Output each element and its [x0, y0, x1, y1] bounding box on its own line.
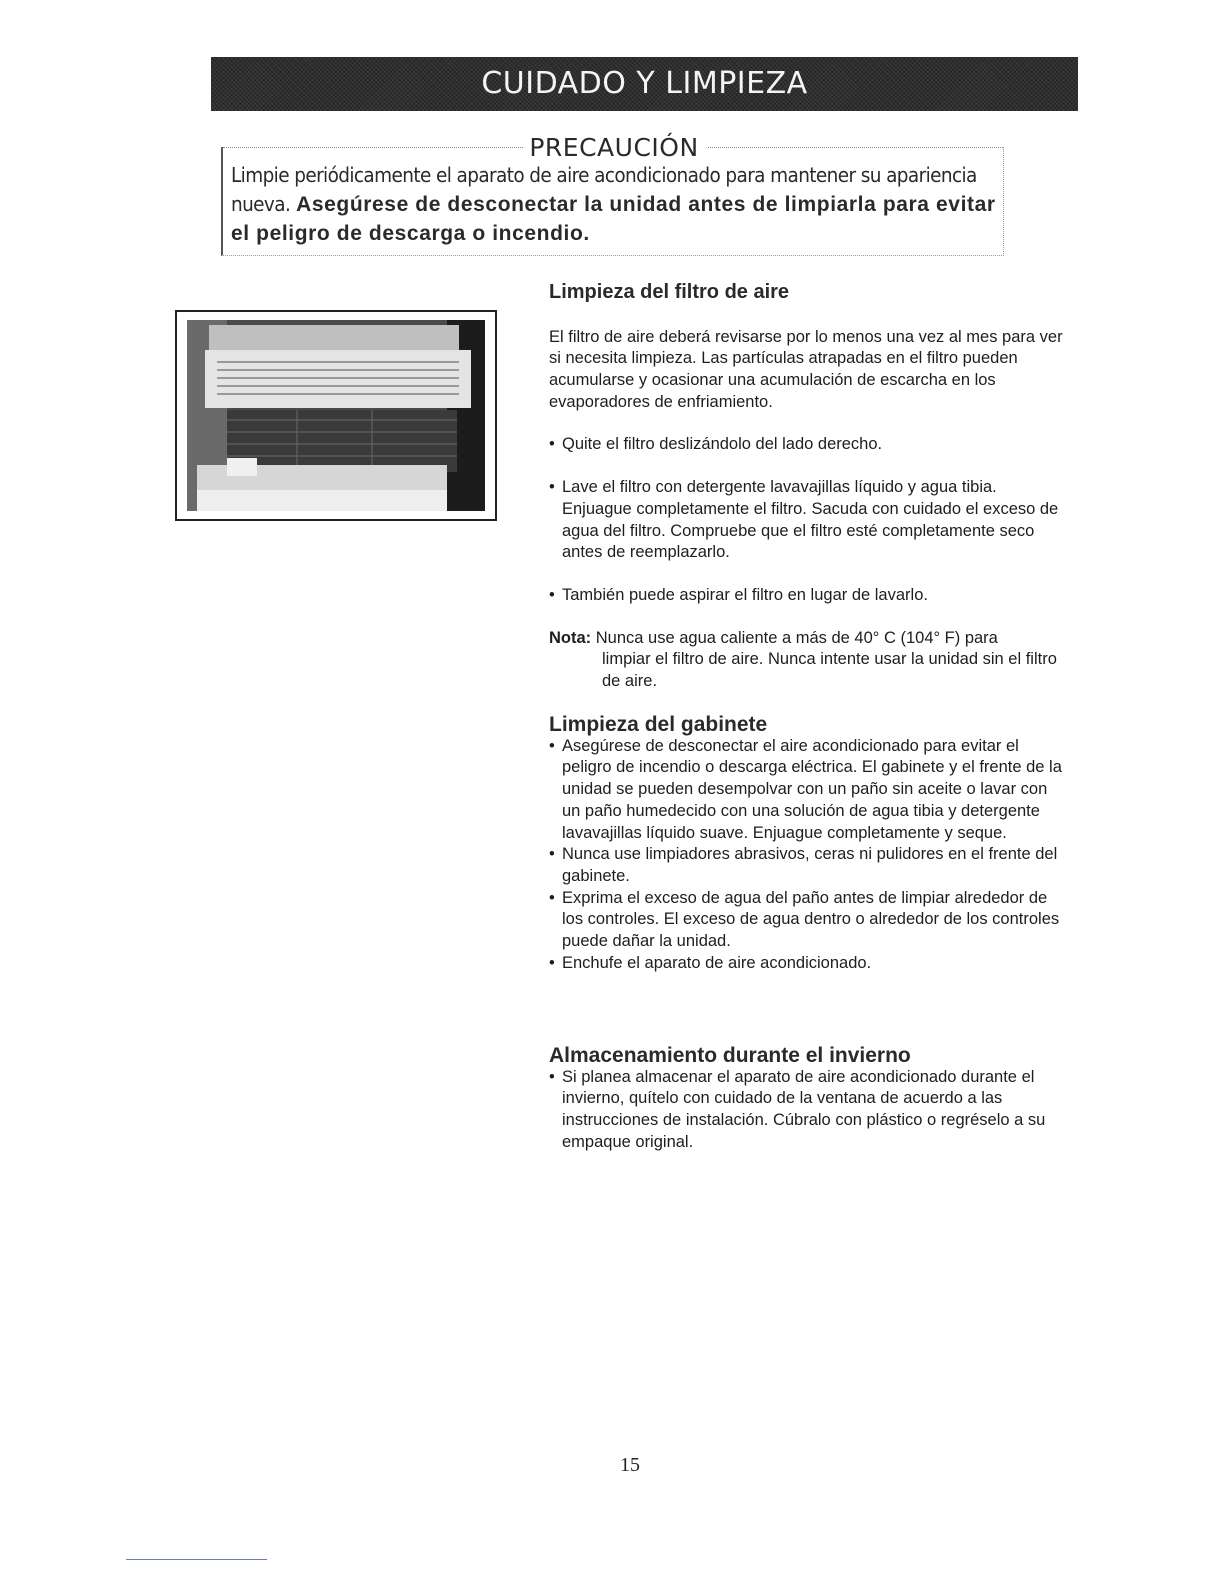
- note-first-line: Nunca use agua caliente a más de 40° C (104° F) para: [595, 628, 998, 647]
- filter-bullet-2: • Lave el filtro con detergente lavavajillas líquido y agua tibia. Enjuague completamente el filtro. Sacuda con cuidado el exceso de agua del filtro. Compruebe que el filtro esté completamente seco antes de reemplazarlo.: [549, 477, 1069, 564]
- cabinet-bullet-3: • Exprima el exceso de agua del paño antes de limpiar alrededor de los controles. El exceso de agua dentro o alrededor de los controles puede dañar la unidad.: [549, 888, 1069, 953]
- caution-text: [231, 161, 999, 248]
- cabinet-heading: Limpieza del gabinete: [549, 713, 768, 736]
- cabinet-bullet-1: • Asegúrese de desconectar el aire acondicionado para evitar el peligro de incendio o descarga eléctrica. El gabinete y el frente de la unidad se pueden desempolvar con un paño sin aceite o lavar con un paño humedecido con una solución de agua tibia y detergente lavavajillas líquido suave. Enjuague completamente y seque.: [549, 736, 1069, 845]
- caution-text-normal: Limpie periódicamente el aparato de aire acondicionado para mantener su apariencia nueva.: [231, 163, 977, 216]
- footer-line: [126, 1559, 267, 1560]
- caution-rule-left: [223, 147, 523, 148]
- filter-photo: [175, 310, 497, 521]
- filter-bullet-1: • Quite el filtro deslizándolo del lado derecho.: [549, 434, 1069, 456]
- page-banner: CUIDADO Y LIMPIEZA: [211, 57, 1078, 111]
- winter-section: [549, 1045, 1069, 1154]
- winter-heading: Almacenamiento durante el invierno: [549, 1044, 911, 1067]
- filter-section: [549, 282, 1069, 693]
- caution-box: [221, 133, 1004, 256]
- air-conditioner-filter-image: [187, 320, 485, 511]
- cabinet-bullet-4: • Enchufe el aparato de aire acondicionado.: [549, 953, 1069, 975]
- winter-bullet-1: • Si planea almacenar el aparato de aire acondicionado durante el invierno, quítelo con cuidado de la ventana de acuerdo a las instrucciones de instalación. Cúbralo con plástico o regréselo a su empaque original.: [549, 1067, 1069, 1154]
- filter-note: [549, 628, 1069, 693]
- page-number: 15: [620, 1454, 640, 1476]
- filter-heading: Limpieza del filtro de aire: [549, 281, 790, 303]
- caution-rule-right: [708, 147, 1003, 148]
- filter-bullet-3: • También puede aspirar el filtro en lugar de lavarlo.: [549, 585, 1069, 607]
- filter-intro: El filtro de aire deberá revisarse por lo menos una vez al mes para ver si necesita limpieza. Las partículas atrapadas en el filtro pueden acumularse y ocasionar una acumulación de escarcha en los evaporadores de enfriamiento.: [549, 327, 1063, 411]
- cabinet-section: [549, 714, 1069, 974]
- caution-text-bold: Asegúrese de desconectar la unidad antes de limpiarla para evitar el peligro de descarga o incendio.: [231, 193, 996, 245]
- note-rest: limpiar el filtro de aire. Nunca intente usar la unidad sin el filtro de aire.: [602, 650, 1057, 691]
- caution-title: PRECAUCIÓN: [529, 133, 699, 162]
- cabinet-bullet-2: • Nunca use limpiadores abrasivos, ceras ni pulidores en el frente del gabinete.: [549, 844, 1069, 887]
- note-label: Nota:: [549, 628, 592, 647]
